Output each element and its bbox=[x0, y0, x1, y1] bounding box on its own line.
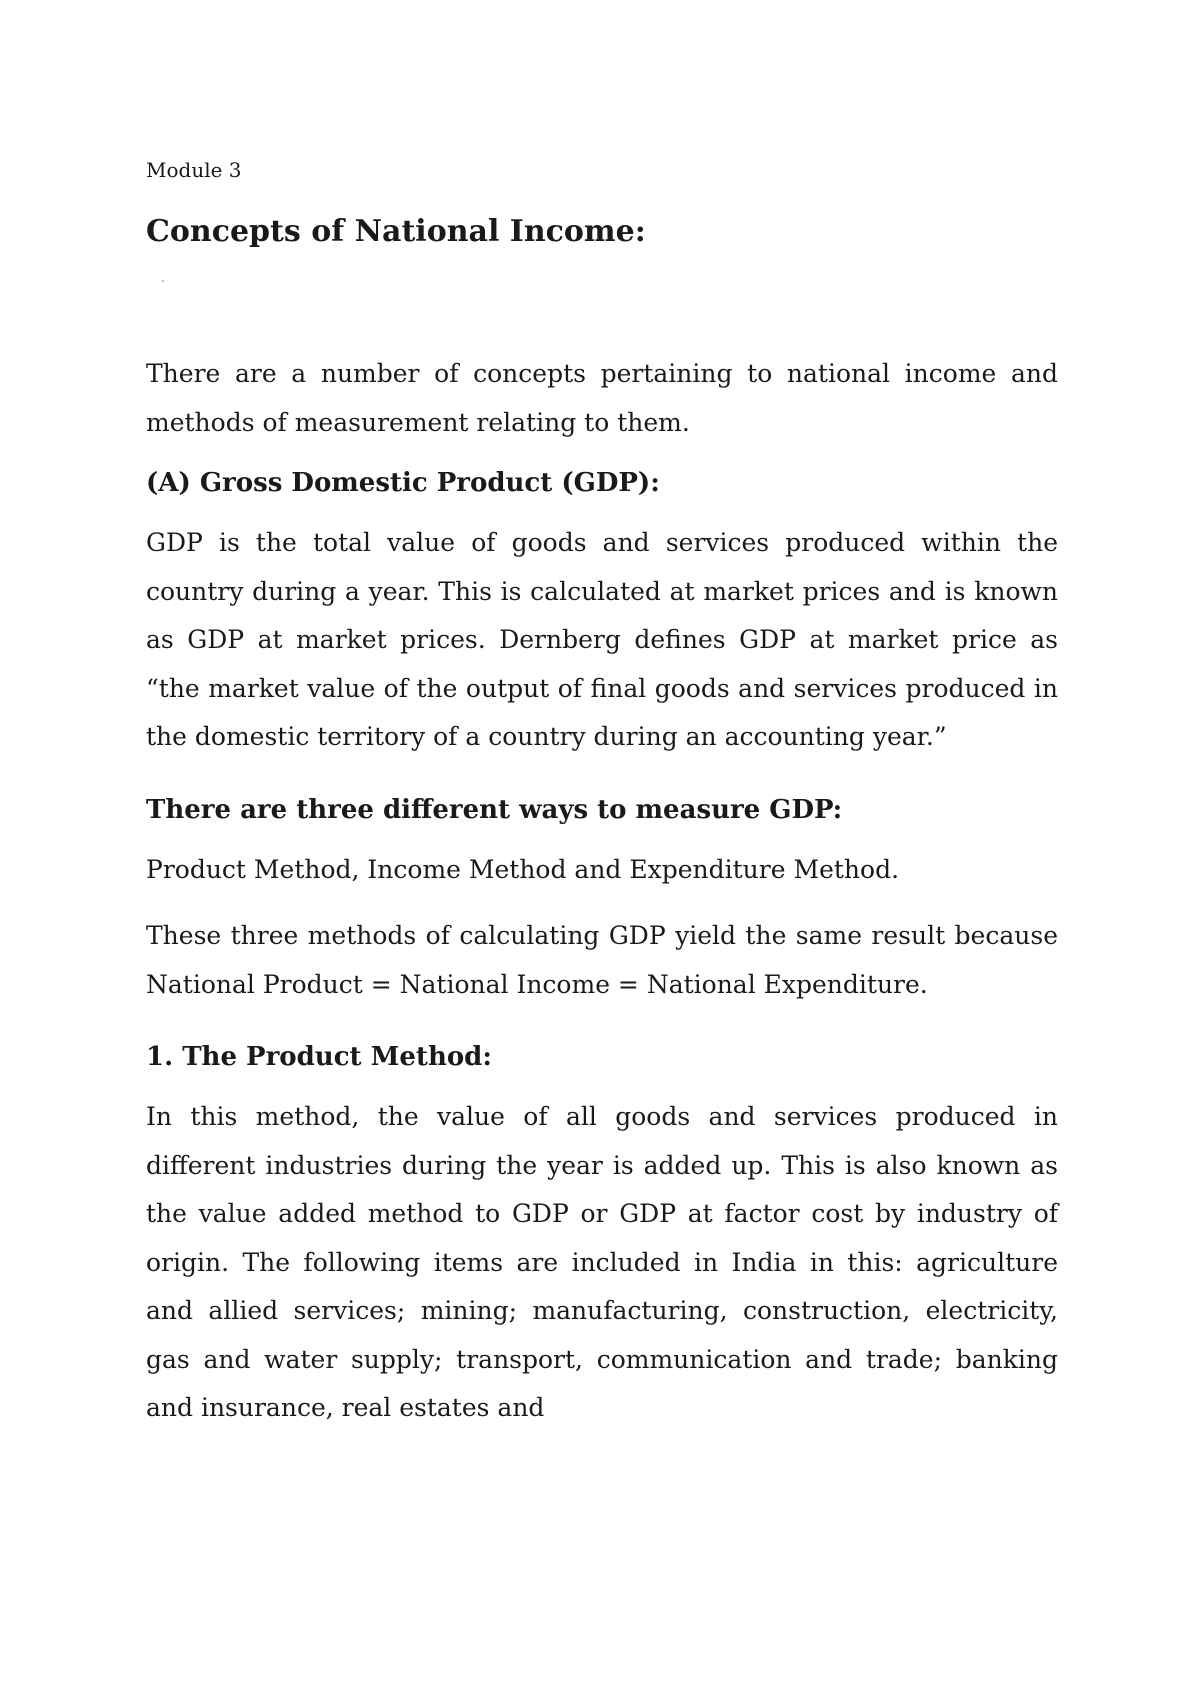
product-method-paragraph: In this method, the value of all goods and services produced in different industries during the year is added up. This is also known as the value added method to GDP or GDP at factor cost by industry of origin. The following items are included in India in this: agriculture and allied services; mining; manufacturing, construction, electricity, gas and water supply; transport, communication and trade; banking and insurance, real estates and bbox=[146, 1102, 1058, 1422]
section-a-paragraph: GDP is the total value of goods and services produced within the country during a year. This is calculated at market prices and is known as GDP at market prices. Dernberg defines GDP at market price as “the market value of the output of final goods and services produced in the domestic territory of a country during an accounting year.” bbox=[146, 528, 1058, 751]
document-content bbox=[146, 156, 1058, 1451]
product-method-heading: 1. The Product Method: bbox=[146, 1042, 492, 1072]
module-label: Module 3 bbox=[146, 158, 242, 182]
methods-paragraph: These three methods of calculating GDP yield the same result because National Product = National Income = National Expenditure. bbox=[146, 921, 1058, 999]
ways-heading: There are three different ways to measure GDP: bbox=[146, 794, 843, 825]
intro-paragraph: There are a number of concepts pertaining to national income and methods of measurement relating to them. bbox=[146, 359, 1058, 437]
page-title: Concepts of National Income: bbox=[146, 214, 646, 249]
section-a-heading: (A) Gross Domestic Product (GDP): bbox=[146, 468, 660, 498]
methods-list: Product Method, Income Method and Expenditure Method. bbox=[146, 854, 900, 884]
